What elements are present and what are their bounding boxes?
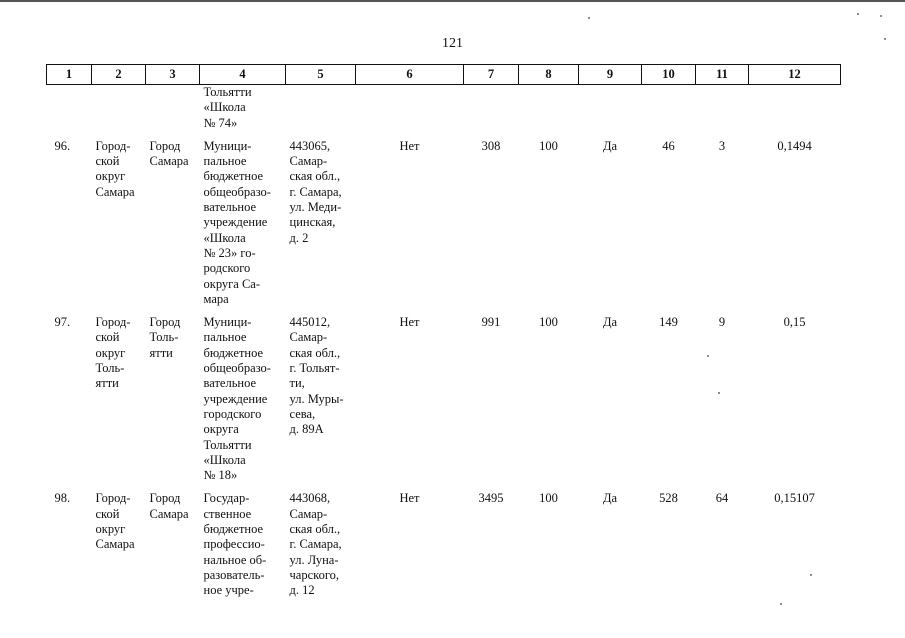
table-row: [47, 312, 841, 488]
page-number: 121: [442, 36, 463, 51]
value-cell-11: 9: [718, 315, 726, 330]
row-number-cell: 96.: [54, 138, 71, 153]
value-cell-6: Нет: [399, 138, 420, 153]
value-cell-10: 528: [659, 491, 678, 506]
institution-name-cell: Муници- пальное бюджетное общеобразо- вательное учреждение «Школа № 23» го- родского округа Са- мара: [203, 138, 271, 306]
scan-speck: [880, 15, 882, 17]
value-cell-9: Да: [602, 138, 618, 153]
institution-name-cell: Тольятти «Школа № 74»: [203, 85, 252, 130]
header-cell: 8: [519, 65, 579, 85]
header-cell: 10: [642, 65, 696, 85]
value-cell-12: 0,15107: [774, 491, 815, 506]
value-cell-12: 0,15: [783, 315, 806, 330]
header-cell: 3: [146, 65, 200, 85]
table-row-continuation: [47, 85, 841, 135]
scan-speck: [588, 17, 590, 19]
value-cell-6: Нет: [399, 491, 420, 506]
header-cell: 12: [749, 65, 841, 85]
value-cell-8: 100: [539, 138, 558, 153]
value-cell-9: Да: [602, 491, 618, 506]
header-cell: 6: [356, 65, 464, 85]
address-cell: 443068, Самар- ская обл., г. Самара, ул. Луна- чарского, д. 12: [289, 491, 342, 598]
header-cell: 7: [464, 65, 519, 85]
district-cell: Город- ской округ Толь- ятти: [95, 315, 131, 391]
row-number-cell: 97.: [54, 315, 71, 330]
scan-top-edge: [0, 0, 905, 2]
district-cell: Город- ской округ Самара: [95, 491, 135, 552]
address-cell: 443065, Самар- ская обл., г. Самара, ул. Меди- цинская, д. 2: [289, 138, 342, 245]
header-cell: 9: [579, 65, 642, 85]
institution-name-cell: Государ- ственное бюджетное профессио- нальное об- разователь- ное учре-: [203, 491, 267, 598]
value-cell-11: 3: [718, 138, 726, 153]
value-cell-9: Да: [602, 315, 618, 330]
address-cell: 445012, Самар- ская обл., г. Тольят- ти, ул. Муры- сева, д. 89А: [289, 315, 344, 437]
value-cell-11: 64: [715, 491, 729, 506]
table-row: [47, 488, 841, 598]
header-cell: 2: [92, 65, 146, 85]
header-cell: 11: [696, 65, 749, 85]
value-cell-8: 100: [539, 491, 558, 506]
value-cell-6: Нет: [399, 315, 420, 330]
value-cell-7: 3495: [478, 491, 504, 506]
value-cell-10: 149: [659, 315, 678, 330]
value-cell-8: 100: [539, 315, 558, 330]
row-number-cell: 98.: [54, 491, 71, 506]
value-cell-7: 308: [481, 138, 501, 153]
scan-speck: [857, 13, 859, 15]
district-cell: Город- ской округ Самара: [95, 138, 135, 199]
city-cell: Город Толь- ятти: [149, 315, 181, 360]
column-number-header: [47, 65, 841, 85]
value-cell-7: 991: [481, 315, 501, 330]
city-cell: Город Самара: [149, 491, 189, 521]
schools-table: [46, 64, 841, 599]
value-cell-10: 46: [662, 138, 675, 153]
city-cell: Город Самара: [149, 138, 189, 169]
institution-name-cell: Муници- пальное бюджетное общеобразо- вательное учреждение городского округа Тольятти «Школа № 18»: [203, 315, 271, 483]
header-cell: 1: [47, 65, 92, 85]
header-cell: 4: [200, 65, 286, 85]
header-cell: 5: [286, 65, 356, 85]
value-cell-12: 0,1494: [777, 138, 812, 153]
table-row: [47, 135, 841, 312]
scan-speck: [780, 603, 782, 605]
